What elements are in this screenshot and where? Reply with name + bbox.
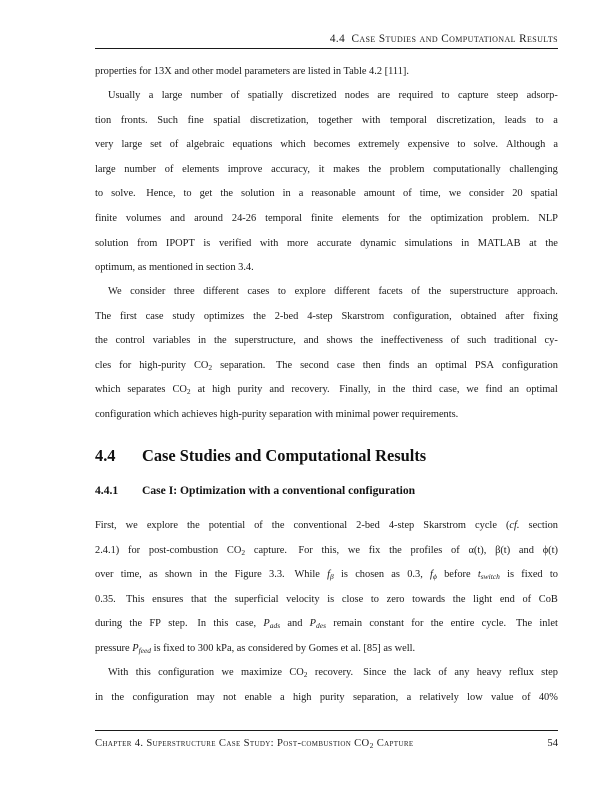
footer-chapter-text: Chapter 4. Superstructure Case Study: Post-combustion $CO_2$ Capture <box>95 738 414 750</box>
paragraph-recovery <box>95 661 558 710</box>
running-head <box>95 33 558 45</box>
text-line: 0.35. This ensures that the superficial velocity is close to zero towards the light end of CoB <box>95 593 558 605</box>
text-line: cles for high-purity $CO_2$ separation. The second case then finds an optimal PSA configuration <box>95 359 558 372</box>
text-line: in the configuration may not enable a high purity separation, a relatively low value of 40% <box>95 691 558 703</box>
section-number: 4.4 <box>95 446 116 465</box>
section-heading <box>95 446 558 466</box>
text-line: solution from IPOPT is verified with more accurate dynamic simulations in MATLAB at the <box>95 237 558 249</box>
text-line: the control variables in the superstructure, and shows the ineffectiveness of such traditional cy- <box>95 335 558 347</box>
paragraph-text <box>95 661 558 710</box>
header-rule <box>95 48 558 49</box>
page-number: 54 <box>547 738 558 749</box>
text-line: finite volumes and around 24-26 temporal finite elements for the optimization problem. NLP <box>95 212 558 224</box>
paragraph-case-i <box>95 514 558 662</box>
paragraph-discretization <box>95 84 558 281</box>
text-line: tion fronts. Such fine spatial discretization, together with temporal discretization, leads to a <box>95 114 558 126</box>
footer-rule <box>95 730 558 731</box>
paragraph-text <box>95 280 558 428</box>
text-line: The first case study optimizes the 2-bed 4-step Skarstrom configuration, obtained after fixing <box>95 310 558 322</box>
paragraph-text <box>95 514 558 662</box>
text-line: very large set of algebraic equations which becomes extremely expensive to solve. Although a <box>95 139 558 151</box>
text-line: to solve. Hence, to get the solution in a reasonable amount of time, we consider 20 spatial <box>95 188 558 200</box>
subsection-heading <box>95 484 558 497</box>
text-line: during the FP step. In this case, Pads and Pdes remain constant for the entire cycle. The inlet <box>95 618 558 631</box>
text-line: over time, as shown in the Figure 3.3. While fβ is chosen as 0.3, fϕ before tswitch is fixed to <box>95 569 558 582</box>
text-line: properties for 13X and other model parameters are listed in Table 4.2 [111]. <box>95 66 409 77</box>
text-line: large number of elements improve accuracy, it makes the problem computationally challenging <box>95 163 558 175</box>
subsection-number: 4.4.1 <box>95 484 119 497</box>
text-line: optimum, as mentioned in section 3.4. <box>95 262 254 274</box>
text-line: First, we explore the potential of the conventional 2-bed 4-step Skarstrom cycle (cf. section <box>95 520 558 531</box>
text-line: pressure Pfeed is fixed to 300 kPa, as considered by Gomes et al. [85] as well. <box>95 642 416 655</box>
page-footer <box>95 738 558 749</box>
text-line: which separates $CO_2$ at high purity and recovery. Finally, in the third case, we find an optimal <box>95 384 558 397</box>
text-line: We consider three different cases to explore different facets of the superstructure approach. <box>95 286 558 297</box>
running-head-text: 4.4 Case Studies and Computational Results <box>329 33 558 45</box>
subsection-title: Case I: Optimization with a conventional configuration <box>142 484 416 497</box>
paragraph-intro <box>95 60 558 85</box>
section-title: Case Studies and Computational Results <box>142 446 427 465</box>
paragraph-text <box>95 84 558 281</box>
text-line: 2.4.1) for post-combustion $CO_2$ capture. For this, we fix the profiles of α(t), β(t) and ϕ(t) <box>95 544 558 557</box>
paragraph-three-cases <box>95 280 558 428</box>
text-line: Usually a large number of spatially discretized nodes are required to capture steep adsorp- <box>95 90 558 101</box>
text-line: With this configuration we maximize $CO_2$ recovery. Since the lack of any heavy reflux step <box>95 667 558 679</box>
paragraph-text <box>95 60 558 85</box>
text-line: configuration which achieves high-purity separation with minimal power requirements. <box>95 408 459 420</box>
